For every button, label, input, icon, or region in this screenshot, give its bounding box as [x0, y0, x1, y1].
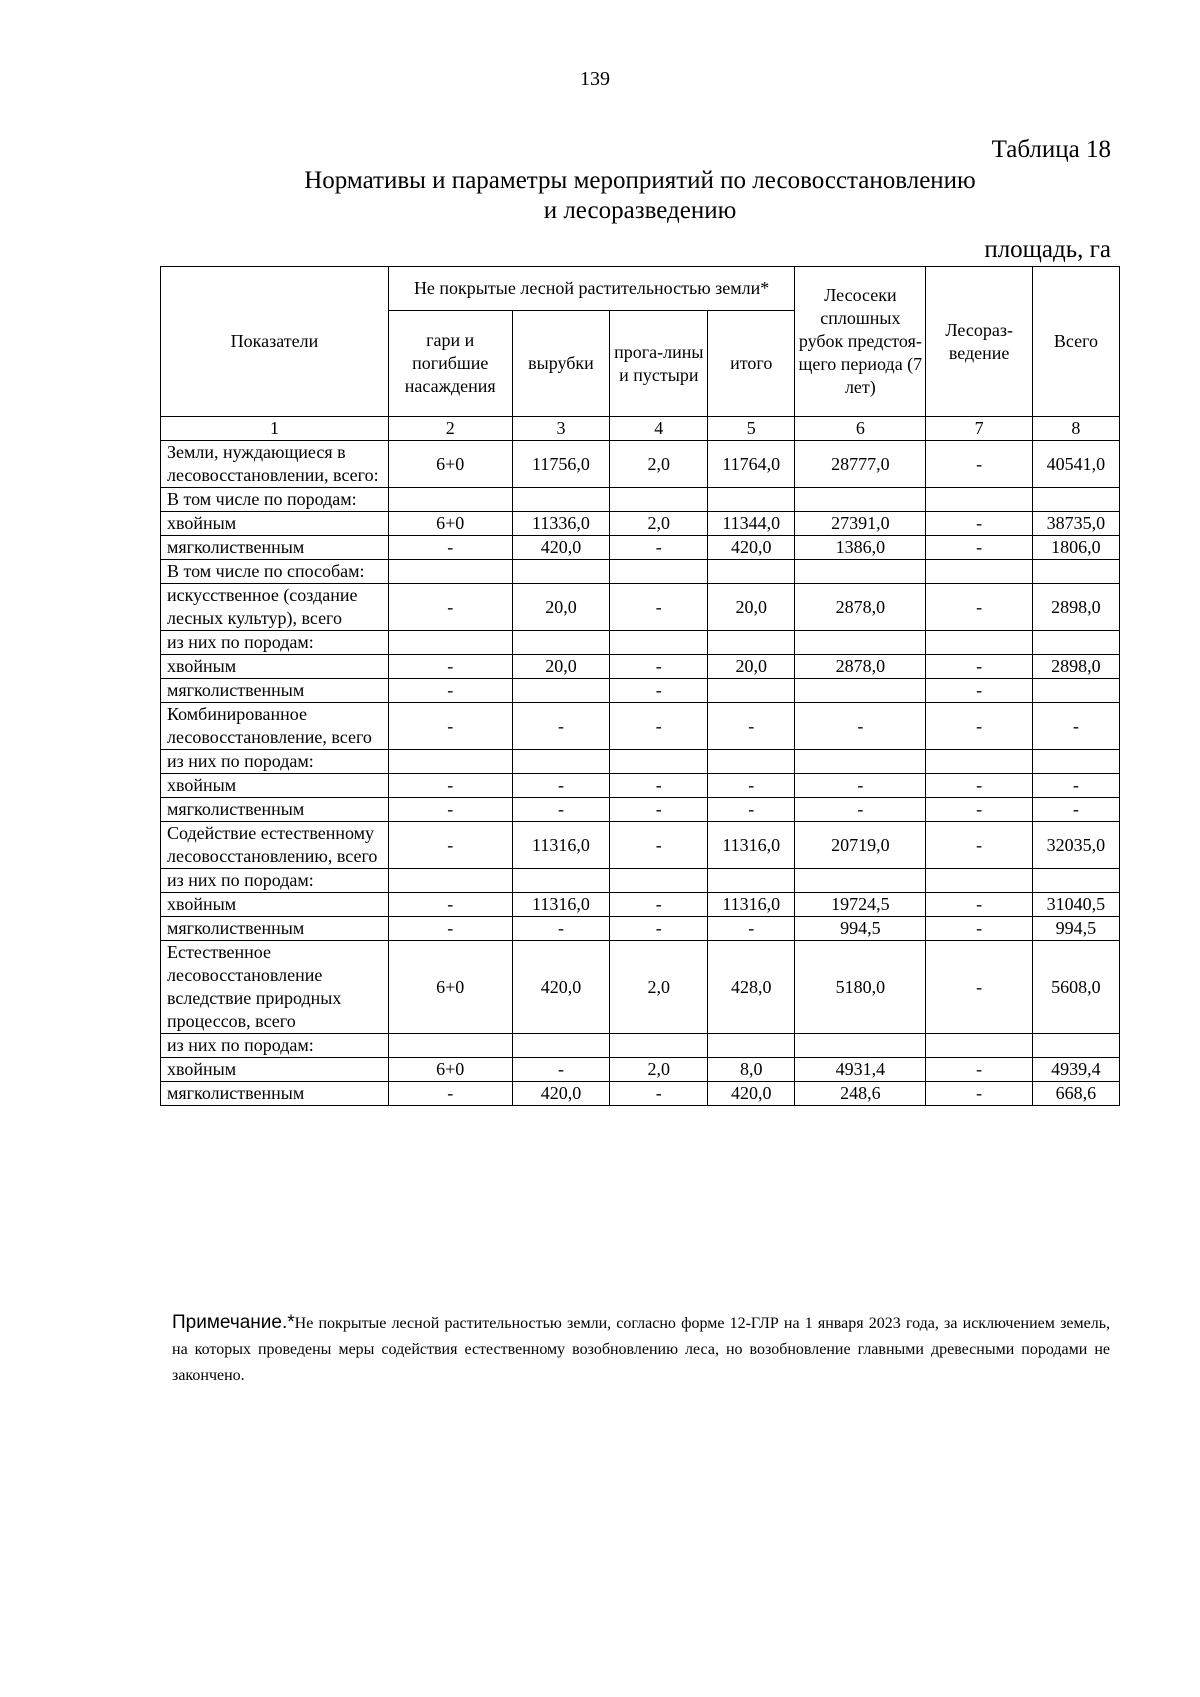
table-cell — [388, 750, 512, 774]
table-cell — [610, 869, 708, 893]
table-cell: 6+0 — [388, 441, 512, 488]
unit-label: площадь, га — [984, 236, 1111, 263]
row-label: из них по породам: — [161, 1034, 389, 1058]
table-cell — [926, 750, 1032, 774]
table-cell — [512, 560, 610, 584]
table-cell — [708, 869, 795, 893]
table-cell: - — [795, 798, 926, 822]
table-cell — [795, 869, 926, 893]
row-label: из них по породам: — [161, 869, 389, 893]
table-cell — [1032, 631, 1119, 655]
row-label: хвойным — [161, 512, 389, 536]
table-cell — [388, 1034, 512, 1058]
header-burned: гари и погибшие насаждения — [388, 311, 512, 417]
table-cell: - — [795, 703, 926, 750]
table-row — [161, 512, 1120, 536]
table-cell: - — [388, 655, 512, 679]
table-cell: - — [610, 822, 708, 869]
table-cell — [388, 869, 512, 893]
table-cell: 40541,0 — [1032, 441, 1119, 488]
table-row — [161, 536, 1120, 560]
row-label: хвойным — [161, 893, 389, 917]
table-cell: - — [610, 893, 708, 917]
table-cell — [388, 560, 512, 584]
table-cell: 38735,0 — [1032, 512, 1119, 536]
table-row — [161, 703, 1120, 750]
row-label: Комбинированное лесовосстановление, всего — [161, 703, 389, 750]
table-title-line1: Нормативы и параметры мероприятий по лесовосстановлению — [304, 167, 976, 194]
table-cell — [610, 750, 708, 774]
table-cell — [388, 631, 512, 655]
footnote-head: Примечание.* — [172, 1312, 295, 1333]
table-cell — [388, 488, 512, 512]
table-cell: 420,0 — [512, 941, 610, 1034]
table-cell: 420,0 — [708, 1082, 795, 1106]
table-cell: - — [708, 774, 795, 798]
table-cell: - — [512, 703, 610, 750]
table-row — [161, 774, 1120, 798]
table-cell: - — [610, 774, 708, 798]
table-cell — [795, 679, 926, 703]
row-label: мягколиственным — [161, 798, 389, 822]
footnote — [172, 1310, 1110, 1389]
table-cell — [512, 750, 610, 774]
table-cell: 2898,0 — [1032, 584, 1119, 631]
table-cell: 1806,0 — [1032, 536, 1119, 560]
table-cell — [795, 750, 926, 774]
table-cell: - — [926, 1058, 1032, 1082]
table-cell: - — [512, 774, 610, 798]
table-row — [161, 869, 1120, 893]
column-number: 7 — [926, 417, 1032, 441]
table-title-line2: и лесоразведению — [543, 197, 737, 224]
header-total: Всего — [1032, 267, 1119, 417]
table-cell: - — [795, 774, 926, 798]
table-cell: - — [926, 441, 1032, 488]
table-cell — [708, 679, 795, 703]
table-cell: 2878,0 — [795, 584, 926, 631]
table-row — [161, 441, 1120, 488]
table-cell: - — [388, 1082, 512, 1106]
table-cell: - — [926, 512, 1032, 536]
table-cell: 11316,0 — [708, 893, 795, 917]
header-glades: прога-лины и пустыри — [610, 311, 708, 417]
table-cell: - — [388, 536, 512, 560]
table-row — [161, 655, 1120, 679]
row-label: хвойным — [161, 1058, 389, 1082]
table-cell: - — [388, 774, 512, 798]
table-row — [161, 893, 1120, 917]
table-cell: - — [1032, 798, 1119, 822]
table-cell — [708, 1034, 795, 1058]
table-cell: - — [610, 655, 708, 679]
table-cell: 994,5 — [795, 917, 926, 941]
table-row — [161, 822, 1120, 869]
table-cell — [610, 631, 708, 655]
table-cell: 11336,0 — [512, 512, 610, 536]
column-number: 5 — [708, 417, 795, 441]
table-cell: - — [388, 584, 512, 631]
table-cell: 31040,5 — [1032, 893, 1119, 917]
table-cell: 32035,0 — [1032, 822, 1119, 869]
table-cell: 428,0 — [708, 941, 795, 1034]
row-label: искусственное (создание лесных культур), всего — [161, 584, 389, 631]
table-cell: - — [512, 917, 610, 941]
table-cell: 2898,0 — [1032, 655, 1119, 679]
table-cell — [1032, 869, 1119, 893]
header-subtotal: итого — [708, 311, 795, 417]
table-cell: 5180,0 — [795, 941, 926, 1034]
table-cell: 6+0 — [388, 941, 512, 1034]
column-number: 2 — [388, 417, 512, 441]
table-cell: 6+0 — [388, 1058, 512, 1082]
header-indicators: Показатели — [161, 267, 389, 417]
table-cell: 11316,0 — [512, 893, 610, 917]
table-cell — [610, 488, 708, 512]
table-cell — [1032, 679, 1119, 703]
table-cell — [795, 1034, 926, 1058]
row-label: хвойным — [161, 774, 389, 798]
table-cell — [708, 750, 795, 774]
table-cell: 20,0 — [512, 655, 610, 679]
row-label: Земли, нуждающиеся в лесовосстановлении, всего: — [161, 441, 389, 488]
table-label: Таблица 18 — [991, 136, 1111, 163]
header-afforestation: Лесораз-ведение — [926, 267, 1032, 417]
table-cell: - — [926, 679, 1032, 703]
table-cell: - — [708, 798, 795, 822]
column-number: 4 — [610, 417, 708, 441]
table-cell — [795, 560, 926, 584]
table-row — [161, 560, 1120, 584]
table-cell — [1032, 750, 1119, 774]
table-cell: 2878,0 — [795, 655, 926, 679]
table-cell: 2,0 — [610, 512, 708, 536]
table-row — [161, 631, 1120, 655]
row-label: мягколиственным — [161, 1082, 389, 1106]
table-row — [161, 488, 1120, 512]
table-cell: 420,0 — [708, 536, 795, 560]
table-cell: - — [1032, 774, 1119, 798]
table-cell: 20719,0 — [795, 822, 926, 869]
table-cell — [926, 631, 1032, 655]
table-cell: - — [926, 917, 1032, 941]
table-cell: - — [610, 536, 708, 560]
table-cell: 27391,0 — [795, 512, 926, 536]
table-cell: - — [610, 1082, 708, 1106]
table-cell — [512, 679, 610, 703]
table-cell: - — [926, 822, 1032, 869]
table-cell: - — [610, 584, 708, 631]
table-cell: - — [708, 917, 795, 941]
table-cell: - — [388, 917, 512, 941]
row-label: мягколиственным — [161, 536, 389, 560]
header-unforested-group: Не покрытые лесной растительностью земли* — [388, 267, 794, 311]
table-cell: 5608,0 — [1032, 941, 1119, 1034]
table-cell: 11756,0 — [512, 441, 610, 488]
table-cell — [512, 631, 610, 655]
table-cell: 2,0 — [610, 441, 708, 488]
column-number: 8 — [1032, 417, 1119, 441]
table-cell — [795, 488, 926, 512]
table-cell: 20,0 — [708, 584, 795, 631]
row-label: из них по породам: — [161, 750, 389, 774]
table-cell: 11316,0 — [708, 822, 795, 869]
row-label: хвойным — [161, 655, 389, 679]
table-cell: - — [610, 917, 708, 941]
table-cell — [926, 1034, 1032, 1058]
table-cell — [926, 560, 1032, 584]
table-cell: - — [926, 584, 1032, 631]
column-number: 6 — [795, 417, 926, 441]
column-number: 1 — [161, 417, 389, 441]
table-cell: - — [388, 679, 512, 703]
table-row — [161, 584, 1120, 631]
table-row — [161, 917, 1120, 941]
table-cell: - — [388, 822, 512, 869]
table-cell: - — [610, 703, 708, 750]
table-cell: - — [926, 1082, 1032, 1106]
data-table — [160, 266, 1120, 1106]
table-cell — [708, 488, 795, 512]
header-number-row — [161, 417, 1120, 441]
table-cell: - — [926, 536, 1032, 560]
table-cell: - — [388, 798, 512, 822]
row-label: из них по породам: — [161, 631, 389, 655]
table-cell: - — [926, 893, 1032, 917]
table-cell: - — [1032, 703, 1119, 750]
table-cell: 4939,4 — [1032, 1058, 1119, 1082]
table-cell — [512, 869, 610, 893]
page-number: 139 — [580, 68, 610, 90]
row-label: В том числе по породам: — [161, 488, 389, 512]
table-cell — [512, 488, 610, 512]
table-row — [161, 1082, 1120, 1106]
table-cell — [926, 869, 1032, 893]
table-cell: 20,0 — [708, 655, 795, 679]
table-cell: - — [926, 798, 1032, 822]
table-title — [160, 166, 1120, 226]
table-cell: 668,6 — [1032, 1082, 1119, 1106]
table-cell — [708, 560, 795, 584]
table-cell: 11764,0 — [708, 441, 795, 488]
header-cuttings: вырубки — [512, 311, 610, 417]
row-label: Содействие естественному лесовосстановлению, всего — [161, 822, 389, 869]
table-cell — [512, 1034, 610, 1058]
header-clearcut: Лесосеки сплошных рубок предстоя-щего периода (7 лет) — [795, 267, 926, 417]
row-label: мягколиственным — [161, 917, 389, 941]
table-cell: 420,0 — [512, 536, 610, 560]
table-cell: - — [926, 941, 1032, 1034]
table-cell — [708, 631, 795, 655]
table-cell: - — [512, 798, 610, 822]
table-cell — [1032, 560, 1119, 584]
table-cell: - — [610, 798, 708, 822]
table-cell: 1386,0 — [795, 536, 926, 560]
table-cell: 11316,0 — [512, 822, 610, 869]
table-cell — [1032, 488, 1119, 512]
table-cell: 2,0 — [610, 941, 708, 1034]
row-label: В том числе по способам: — [161, 560, 389, 584]
table-row — [161, 941, 1120, 1034]
table-cell: 8,0 — [708, 1058, 795, 1082]
table-cell: 20,0 — [512, 584, 610, 631]
table-cell — [1032, 1034, 1119, 1058]
table-cell — [926, 488, 1032, 512]
table-cell: - — [926, 774, 1032, 798]
table-cell: - — [926, 655, 1032, 679]
table-row — [161, 1058, 1120, 1082]
table-cell: - — [926, 703, 1032, 750]
table-cell: - — [708, 703, 795, 750]
table-cell — [795, 631, 926, 655]
table-cell: 994,5 — [1032, 917, 1119, 941]
table-cell: - — [512, 1058, 610, 1082]
table-cell: 2,0 — [610, 1058, 708, 1082]
table-row — [161, 750, 1120, 774]
table-cell: 28777,0 — [795, 441, 926, 488]
table-cell: - — [388, 703, 512, 750]
table-row — [161, 1034, 1120, 1058]
table-cell: 4931,4 — [795, 1058, 926, 1082]
table-cell: - — [610, 679, 708, 703]
footnote-text: Не покрытые лесной растительностью земли, согласно форме 12-ГЛР на 1 января 2023 года, за исключением земель, на которых проведены меры содействия естественному возобновлению леса, но возобновление главными древесными породами не закончено. — [172, 1315, 1110, 1384]
table-cell: 11344,0 — [708, 512, 795, 536]
table-cell: 6+0 — [388, 512, 512, 536]
table-cell: 19724,5 — [795, 893, 926, 917]
table-row — [161, 798, 1120, 822]
table-cell: 248,6 — [795, 1082, 926, 1106]
table-cell — [610, 1034, 708, 1058]
column-number: 3 — [512, 417, 610, 441]
table-cell — [610, 560, 708, 584]
row-label: Естественное лесовосстановление вследствие природных процессов, всего — [161, 941, 389, 1034]
table-row — [161, 679, 1120, 703]
table-cell: - — [388, 893, 512, 917]
row-label: мягколиственным — [161, 679, 389, 703]
table-cell: 420,0 — [512, 1082, 610, 1106]
